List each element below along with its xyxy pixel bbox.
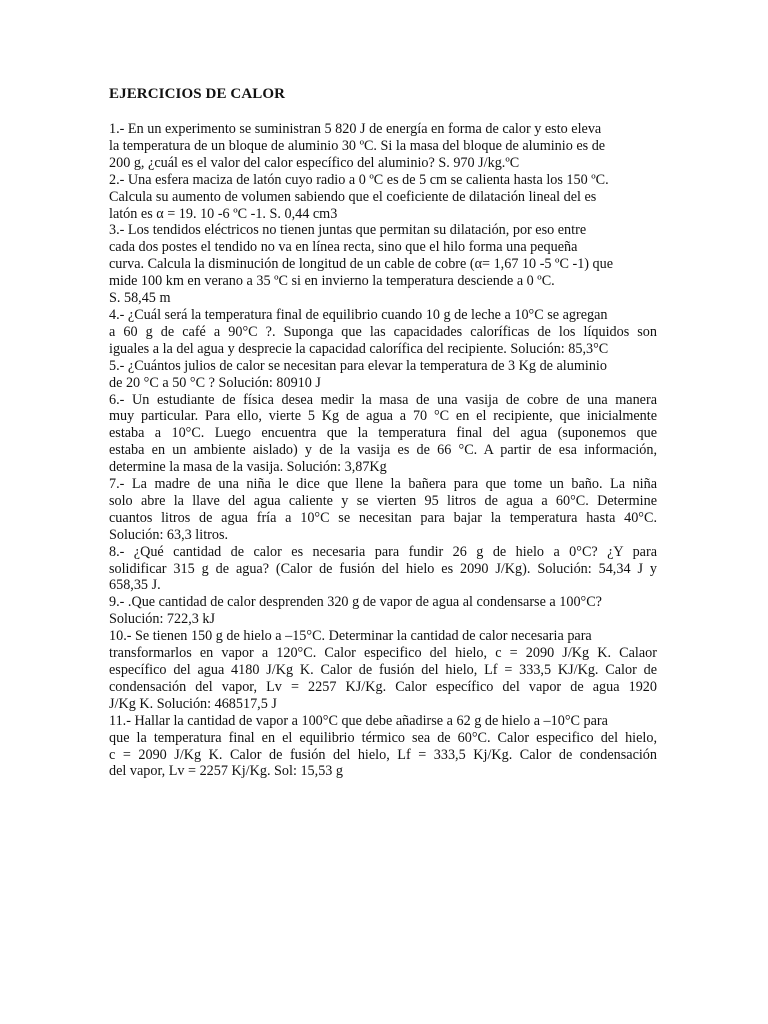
text-line: estaba a 10°C. Luego encuentra que la temperatura final del agua (suponemos que — [109, 425, 657, 442]
text-line: solidificar 315 g de agua? (Calor de fusión del hielo es 2090 J/Kg). Solución: 54,34 J y — [109, 560, 657, 577]
text-line: c = 2090 J/Kg K. Calor de fusión del hielo, Lf = 333,5 Kj/Kg. Calor de condensación — [109, 746, 657, 763]
text-line: curva. Calcula la disminución de longitud de un cable de cobre (α= 1,67 10 -5 ºC -1) que — [109, 256, 614, 273]
text-line: la temperatura de un bloque de aluminio 30 ºC. Si la masa del bloque de aluminio es de — [109, 137, 606, 154]
text-line: a 60 g de café a 90°C ?. Suponga que las capacidades caloríficas de los líquidos son — [109, 323, 657, 340]
text-line: mide 100 km en verano a 35 ºC si en invierno la temperatura desciende a 0 ºC. — [109, 273, 555, 290]
text-line: 9.- .Que cantidad de calor desprenden 320 g de vapor de agua al condensarse a 100°C? — [109, 594, 602, 611]
text-line: 6.- Un estudiante de física desea medir la masa de una vasija de cobre de una manera — [109, 391, 657, 408]
text-line: transformarlos en vapor a 120°C. Calor especifico del hielo, c = 2090 J/Kg K. Calaor — [109, 645, 657, 662]
text-line: determine la masa de la vasija. Solución: 3,87Kg — [109, 459, 387, 476]
text-line: 2.- Una esfera maciza de latón cuyo radio a 0 ºC es de 5 cm se calienta hasta los 150 ºC. — [109, 171, 609, 188]
text-line: solo abre la llave del agua caliente y se vierten 95 litros de agua a 60°C. Determine — [109, 492, 657, 509]
text-line: 10.- Se tienen 150 g de hielo a –15°C. Determinar la cantidad de calor necesaria para — [109, 628, 592, 645]
text-line: 4.- ¿Cuál será la temperatura final de equilibrio cuando 10 g de leche a 10°C se agregan — [109, 306, 608, 323]
text-line: 200 g, ¿cuál es el valor del calor específico del aluminio? S. 970 J/kg.ºC — [109, 154, 520, 171]
text-line: Solución: 63,3 litros. — [109, 526, 229, 543]
text-line: muy particular. Para ello, vierte 5 Kg de agua a 70 °C en el recipiente, que inicialmente — [109, 408, 657, 425]
text-line: cuantos litros de agua fría a 10°C se necesitan para bajar la temperatura hasta 40°C. — [109, 509, 657, 526]
text-line: que la temperatura final en el equilibrio térmico sea de 60°C. Calor especifico del hielo, — [109, 729, 657, 746]
text-line: 658,35 J. — [109, 577, 161, 594]
text-line: S. 58,45 m — [109, 290, 171, 307]
text-line: J/Kg K. Solución: 468517,5 J — [109, 695, 277, 712]
text-line: 11.- Hallar la cantidad de vapor a 100°C que debe añadirse a 62 g de hielo a –10°C para — [109, 712, 608, 729]
text-line: iguales a la del agua y desprecie la capacidad calorífica del recipiente. Solución: 85,3°C — [109, 340, 609, 357]
text-line: cada dos postes el tendido no va en línea recta, sino que el hilo forma una pequeña — [109, 239, 578, 256]
text-line: estaba en un ambiente aislado) y de la vasija es de 66 °C. A partir de esa información, — [109, 442, 657, 459]
text-line: específico del agua 4180 J/Kg K. Calor de fusión del hielo, Lf = 333,5 KJ/Kg. Calor de — [109, 662, 657, 678]
text-line: 5.- ¿Cuántos julios de calor se necesitan para elevar la temperatura de 3 Kg de aluminio — [109, 357, 607, 374]
page-title: EJERCICIOS DE CALOR — [109, 86, 286, 102]
exercise-list — [109, 121, 657, 780]
text-line: condensación del vapor, Lv = 2257 KJ/Kg. Calor específico del vapor de agua 1920 — [109, 678, 657, 695]
text-line: del vapor, Lv = 2257 Kj/Kg. Sol: 15,53 g — [109, 763, 344, 780]
text-line: 8.- ¿Qué cantidad de calor es necesaria para fundir 26 g de hielo a 0°C? ¿Y para — [109, 543, 657, 560]
text-line: de 20 °C a 50 °C ? Solución: 80910 J — [109, 374, 321, 391]
text-line: latón es α = 19. 10 -6 ºC -1. S. 0,44 cm3 — [109, 205, 338, 222]
text-line: Calcula su aumento de volumen sabiendo que el coeficiente de dilatación lineal del es — [109, 188, 597, 205]
text-line: Solución: 722,3 kJ — [109, 611, 216, 628]
text-line: 7.- La madre de una niña le dice que llene la bañera para que tome un baño. La niña — [109, 476, 657, 493]
text-line: 1.- En un experimento se suministran 5 820 J de energía en forma de calor y esto eleva — [109, 121, 602, 137]
text-line: 3.- Los tendidos eléctricos no tienen juntas que permitan su dilatación, por eso entre — [109, 222, 587, 239]
